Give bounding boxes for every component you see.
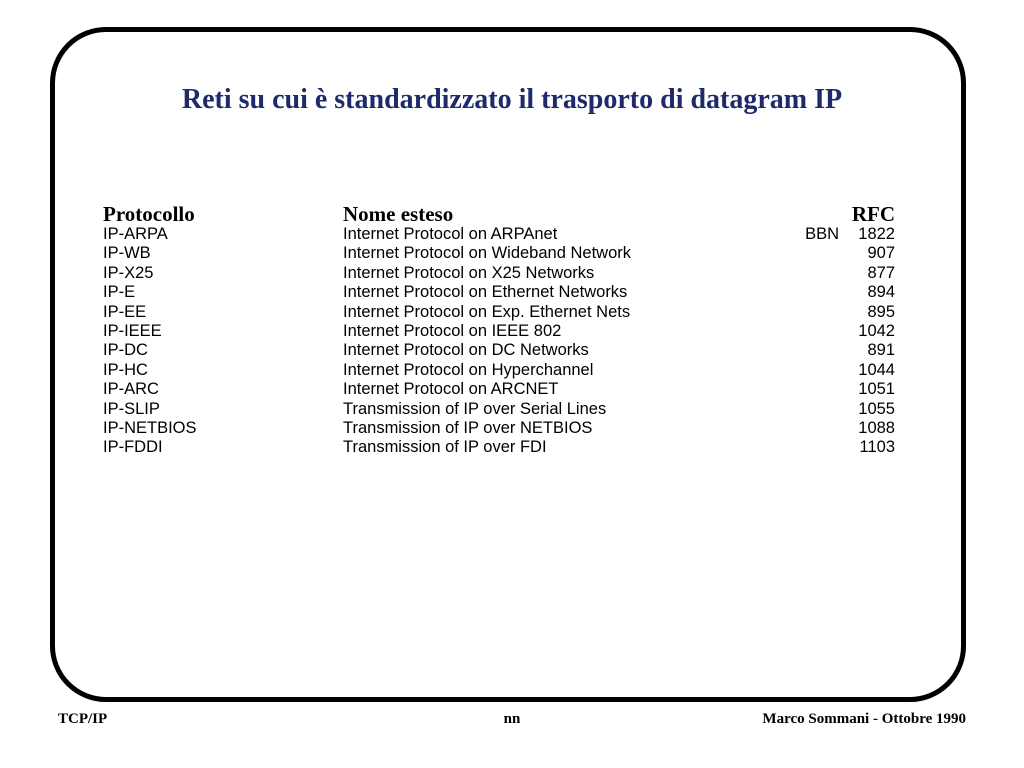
slide-title: Reti su cui è standardizzato il trasporto di datagram IP [181,84,843,115]
cell-protocol: IP-NETBIOS [103,418,197,437]
cell-rfc: 1044 [858,360,895,379]
cell-rfc: 894 [867,283,895,302]
table-row [103,283,895,302]
cell-rfc: 907 [867,244,895,263]
cell-protocol: IP-IEEE [103,321,162,340]
cell-rfc: 877 [867,263,895,282]
table-header [103,202,895,225]
cell-protocol: IP-ARPA [103,225,168,243]
protocol-table [103,202,895,458]
table-body [103,225,895,458]
table-row [103,438,895,457]
cell-name: Internet Protocol on X25 Networks [343,263,595,282]
footer-author: Marco Sommani - Ottobre 1990 [762,711,966,727]
cell-name: Internet Protocol on Exp. Ethernet Nets [343,302,631,321]
table-row [103,361,895,380]
header-name: Nome esteso [343,202,454,226]
footer-page-number: nn [503,711,521,727]
table-row [103,244,895,263]
cell-name: Transmission of IP over FDI [343,438,547,457]
cell-protocol: IP-WB [103,244,151,263]
table-row [103,400,895,419]
table-row [103,419,895,438]
cell-name: Internet Protocol on IEEE 802 [343,321,562,340]
cell-protocol: IP-DC [103,341,148,360]
cell-rfc: 891 [867,341,895,360]
footer-left: TCP/IP [58,711,108,727]
cell-rfc: 895 [867,302,895,321]
table-row [103,225,895,244]
cell-name: Transmission of IP over NETBIOS [343,418,593,437]
cell-protocol: IP-ARC [103,380,159,399]
cell-protocol: IP-FDDI [103,438,163,457]
cell-rfc: 1822 [858,225,895,243]
table-row [103,264,895,283]
cell-name: Internet Protocol on Ethernet Networks [343,283,628,302]
cell-protocol: IP-X25 [103,263,154,282]
cell-name: Internet Protocol on ARCNET [343,380,559,399]
table-row [103,380,895,399]
cell-name: Internet Protocol on Hyperchannel [343,360,594,379]
cell-rfc: 1088 [858,418,895,437]
table-row [103,341,895,360]
cell-protocol: IP-HC [103,360,148,379]
cell-rfc: 1103 [859,438,895,457]
table-row [103,322,895,341]
cell-protocol: IP-SLIP [103,399,160,418]
cell-name: Internet Protocol on Wideband Network [343,244,631,263]
cell-rfc: 1055 [858,399,895,418]
cell-name: Internet Protocol on DC Networks [343,341,589,360]
cell-protocol: IP-EE [103,302,147,321]
cell-name: Transmission of IP over Serial Lines [343,399,607,418]
cell-rfc-prefix: BBN [805,225,839,243]
cell-name: Internet Protocol on ARPAnet [343,225,558,243]
header-protocol: Protocollo [103,202,195,226]
cell-rfc: 1042 [858,321,895,340]
table-row [103,303,895,322]
cell-protocol: IP-E [103,283,136,302]
cell-rfc: 1051 [858,380,895,399]
header-rfc: RFC [851,202,895,226]
